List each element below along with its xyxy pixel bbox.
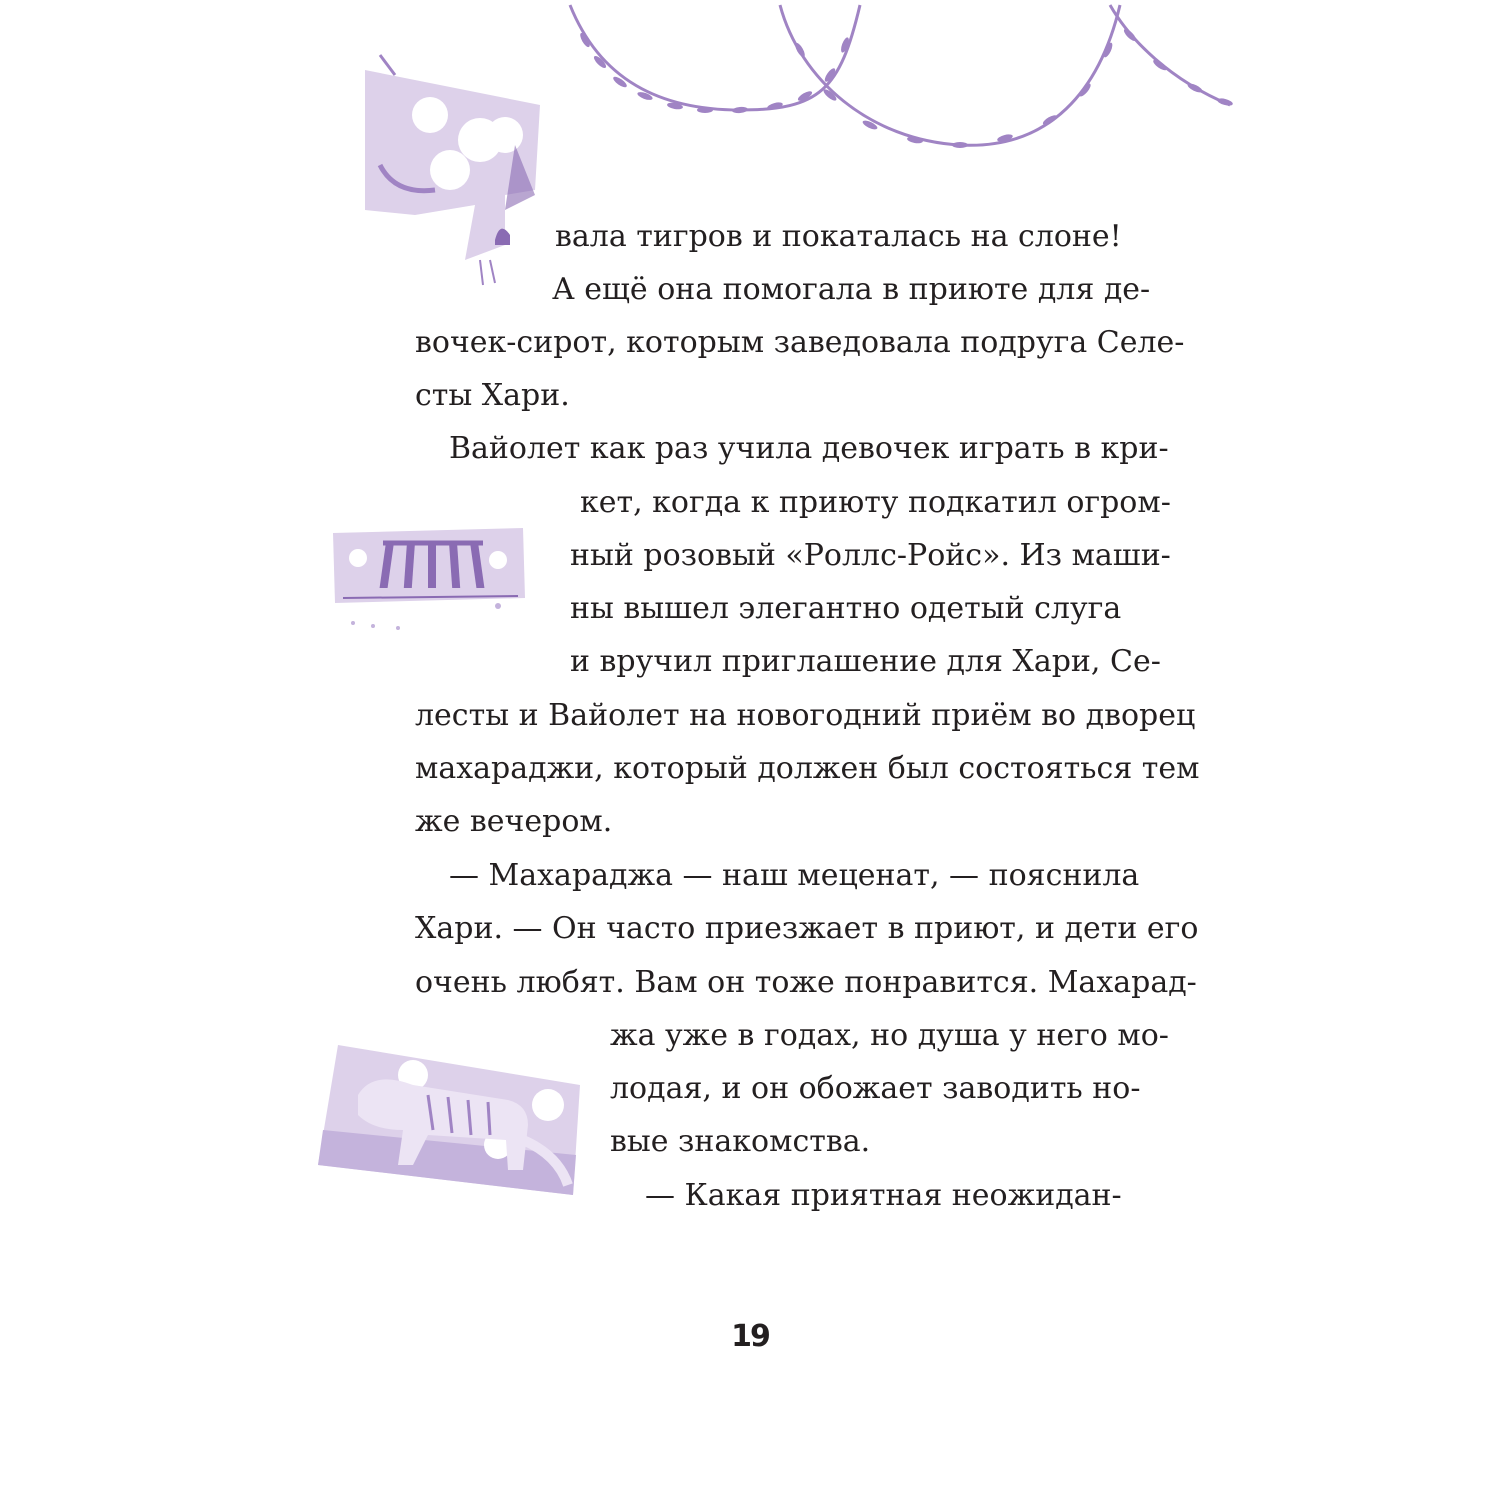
page-number: 19 [731, 1319, 769, 1354]
text-line: Хари. — Он часто приезжает в приют, и дети его [415, 911, 1199, 946]
text-line: Вайолет как раз учила девочек играть в кри- [449, 431, 1169, 466]
text-line: — Махараджа — наш меценат, — пояснила [449, 858, 1140, 893]
text-line: жа уже в годах, но душа у него мо- [610, 1018, 1169, 1053]
text-line: и вручил приглашение для Хари, Се- [570, 644, 1161, 679]
text-line: вала тигров и покаталась на слоне! [555, 219, 1122, 254]
text-line: ный розовый «Роллс-Ройс». Из маши- [570, 538, 1171, 573]
text-line: вые знакомства. [610, 1124, 871, 1159]
sky-figure-illustration [355, 45, 545, 290]
awning-illustration [333, 528, 528, 643]
tiger-illustration [318, 1045, 583, 1205]
text-line: очень любят. Вам он тоже понравится. Махарад- [415, 965, 1197, 1000]
text-line: сты Хари. [415, 378, 570, 413]
text-line: вочек-сирот, которым заведовала подруга Селе- [415, 325, 1185, 360]
text-line: кет, когда к приюту подкатил огром- [580, 485, 1171, 520]
text-line: А ещё она помогала в приюте для де- [552, 272, 1151, 307]
vine-garland-decoration [540, 0, 1260, 170]
text-line: — Какая приятная неожидан- [645, 1178, 1122, 1213]
text-line: лесты и Вайолет на новогодний приём во дворец [415, 698, 1196, 733]
text-line: махараджи, который должен был состояться тем [415, 751, 1200, 786]
text-line: ны вышел элегантно одетый слуга [570, 591, 1122, 626]
text-line: же вечером. [415, 804, 613, 839]
text-line: лодая, и он обожает заводить но- [610, 1071, 1141, 1106]
